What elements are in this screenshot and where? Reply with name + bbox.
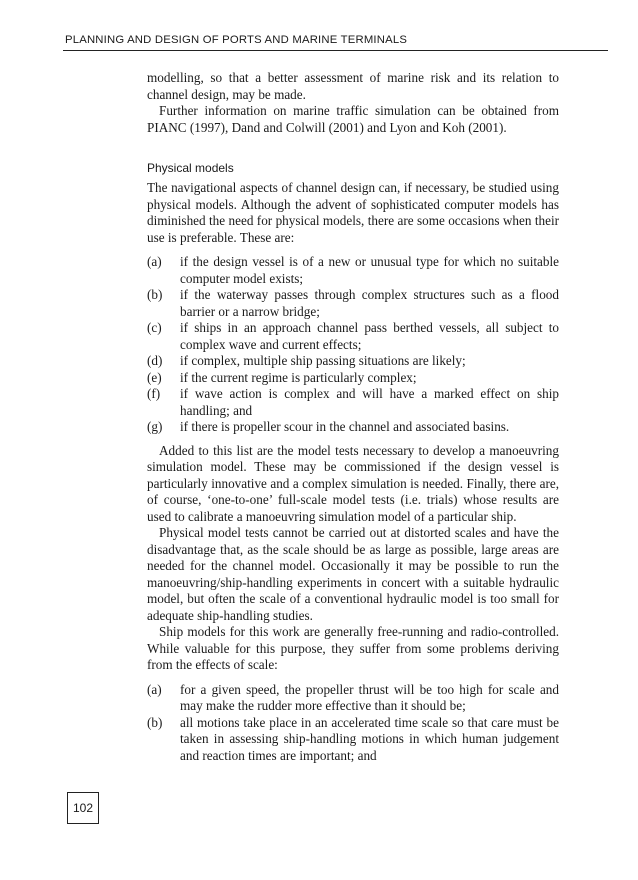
paragraph: Ship models for this work are generally free-running and radio-controlled. While valuable for this purpose, they suffer from some problems deriving from the effects of scale: — [147, 624, 559, 672]
list-item-label: (b) — [147, 287, 163, 302]
list-item — [147, 320, 559, 353]
list-item-label: (d) — [147, 353, 163, 368]
list-item-label: (e) — [147, 369, 162, 385]
scale-effects-list — [147, 682, 559, 765]
list-item-text: for a given speed, the propeller thrust will be too high for scale and may make the rudder more effective than it should be; — [180, 681, 559, 713]
paragraph: Further information on marine traffic simulation can be obtained from PIANC (1997), Dand and Colwill (2001) and Lyon and Koh (2001). — [147, 103, 559, 135]
list-item-label: (g) — [147, 419, 163, 434]
list-item-text: if the waterway passes through complex structures such as a flood barrier or a narrow bridge; — [180, 287, 559, 319]
page-number: 102 — [67, 792, 99, 824]
list-item-text: if complex, multiple ship passing situations are likely; — [180, 353, 466, 368]
list-item — [147, 682, 559, 715]
paragraph: Physical model tests cannot be carried out at distorted scales and have the disadvantage that, as the scale should be as large as possible, large areas are needed for the channel model. Occasionally it may be possible to run the manoeuvring/ship-handling experiments in concert with a suitable hydraulic model, but often the scale of a conventional hydraulic model is too small for adequate ship-handling studies. — [147, 525, 559, 623]
list-item-text: if ships in an approach channel pass berthed vessels, all subject to complex wave and current effects; — [180, 320, 559, 352]
list-item — [147, 419, 559, 436]
list-item-text: if there is propeller scour in the channel and associated basins. — [180, 419, 510, 434]
section-spacer — [147, 136, 559, 160]
list-item — [147, 254, 559, 287]
page-body — [147, 70, 559, 771]
list-item-text: all motions take place in an accelerated time scale so that care must be taken in assessing ship-handling motions in which human judgement and reaction times are important; and — [180, 714, 559, 763]
list-item — [147, 353, 559, 370]
running-header: PLANNING AND DESIGN OF PORTS AND MARINE TERMINALS — [65, 34, 408, 46]
paragraph: modelling, so that a better assessment of marine risk and its relation to channel design, may be made. — [147, 70, 559, 102]
list-item — [147, 715, 559, 765]
section-heading: Physical models — [147, 161, 234, 175]
list-item — [147, 370, 559, 387]
list-item-text: if the design vessel is of a new or unusual type for which no suitable computer model exists; — [180, 254, 559, 286]
list-item-label: (c) — [147, 320, 162, 335]
list-item-label: (a) — [147, 681, 162, 697]
header-rule — [63, 50, 608, 51]
list-item — [147, 287, 559, 320]
list-item-label: (f) — [147, 386, 161, 401]
paragraph: Added to this list are the model tests necessary to develop a manoeuvring simulation model. These may be commissioned if the design vessel is particularly innovative and a complex simulation is needed. Finally, there are, of course, ‘one-to-one’ full-scale model tests (i.e. trials) whose results are used to calibrate a manoeuvring simulation model of a particular ship. — [147, 442, 559, 524]
criteria-list — [147, 254, 559, 436]
list-item-label: (b) — [147, 714, 163, 730]
list-item-label: (a) — [147, 254, 162, 269]
list-item-text: if the current regime is particularly complex; — [180, 369, 417, 385]
list-item — [147, 386, 559, 419]
list-item-text: if wave action is complex and will have a marked effect on ship handling; and — [180, 386, 559, 418]
paragraph: The navigational aspects of channel design can, if necessary, be studied using physical models. Although the advent of sophisticated computer models has diminished the need for physical models, there are some occasions when their use is preferable. These are: — [147, 180, 559, 245]
